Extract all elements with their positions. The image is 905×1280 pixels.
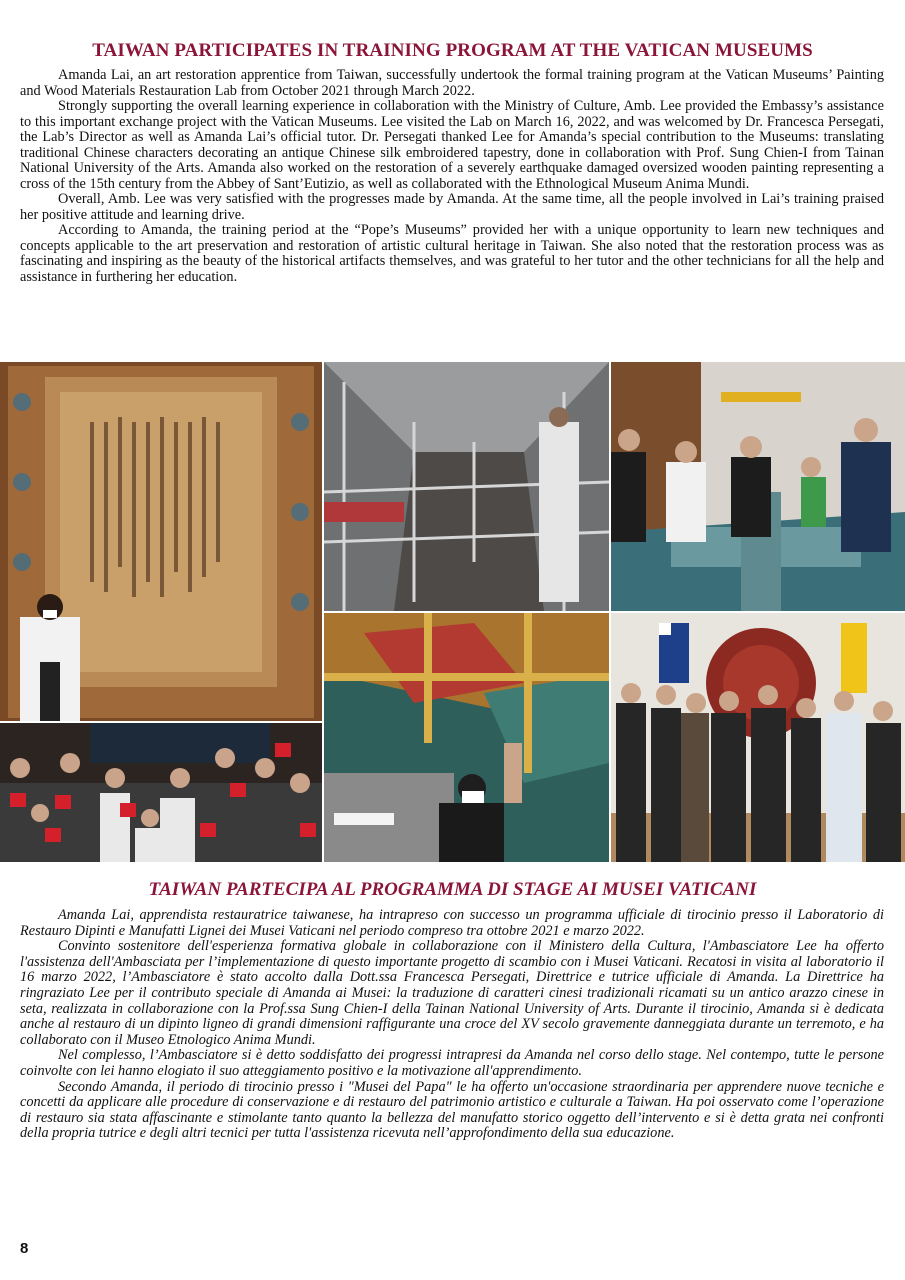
english-paragraph: According to Amanda, the training period at the “Pope’s Museums” provided her with a unique opportunity to learn new techniques and concepts applicable to the art preservation and restoration of artistic cultural heritage in Taiwan. She also noted that the restoration process was as fascinating and inspiring as the beauty of the historical artifacts themselves, and was grateful to her tutor and the other technicians for all the help and assistance in furthering her education. [20, 222, 884, 285]
photo-collage [0, 362, 905, 862]
tapestry-photo [0, 362, 322, 721]
italian-article-title: TAIWAN PARTECIPA AL PROGRAMMA DI STAGE AI MUSEI VATICANI [148, 879, 757, 900]
ceiling-fresco-photo [324, 613, 609, 862]
page-number: 8 [20, 1240, 29, 1257]
italian-paragraph: Amanda Lai, apprendista restauratrice taiwanese, ha intrapreso con successo un programma ufficiale di tirocinio presso il Laboratorio di Restauro Dipinti e Manufatti Lignei dei Musei Vaticani nel periodo compreso tra ottobre 2021 e marzo 2022. [20, 907, 884, 939]
italian-article-body [20, 908, 884, 1142]
italian-paragraph: Secondo Amanda, il periodo di tirocinio presso i "Musei del Papa" le ha offerto un'occasione straordinaria per apprendere nuove tecniche e concetti da applicare alle procedure di conservazione e di restauro del patrimonio artistico e culturale a Taiwan. Ha poi osservato come l’operazione di restauro sia stata affascinante e stimolante tanto quanto la bellezza del manufatto storico oggetto dell’intervento e si è detta grata nei confronti della propria tutrice e degli altri tecnici per tutta l'assistenza ricevuta nell’approfondimento della sua educazione. [20, 1078, 884, 1142]
english-article-body [20, 68, 884, 285]
english-paragraph: Strongly supporting the overall learning experience in collaboration with the Ministry of Culture, Amb. Lee provided the Embassy’s assistance to this important exchange project with the Vatican Museums. Lee visited the Lab on March 16, 2022, and was welcomed by Dr. Francesca Persegati, the Lab’s Director as well as Amanda Lai’s official tutor. Dr. Persegati thanked Lee for Amanda’s special contribution to the Museums: translating traditional Chinese characters decorating an antique Chinese silk embroidered tapestry, done in collaboration with Prof. Sung Chien-I from Tainan National University of the Arts. Amanda also worked on the restoration of a severely earthquake damaged oversized wooden painting representing a cross of the 15th century from the Abbey of Sant’Eutizio, as well as collaborated with the Ethnological Museum Anima Mundi. [20, 98, 884, 192]
english-article-title: TAIWAN PARTICIPATES IN TRAINING PROGRAM AT THE VATICAN MUSEUMS [92, 40, 813, 61]
english-paragraph: Overall, Amb. Lee was very satisfied with the progresses made by Amanda. At the same time, all the people involved in Lai’s training praised her positive attitude and learning drive. [20, 191, 884, 223]
english-paragraph: Amanda Lai, an art restoration apprentice from Taiwan, successfully undertook the formal training program at the Vatican Museums’ Painting and Wood Materials Restauration Lab from October 2021 through March 2022. [20, 67, 884, 99]
italian-paragraph: Nel complesso, l’Ambasciatore si è detto soddisfatto dei progressi intrapresi da Amanda nel corso dello stage. Nel contempo, tutte le persone coinvolte con lei hanno elogiato il suo atteggiamento positivo e la motivazione all'apprendimento. [20, 1047, 884, 1079]
italian-paragraph: Convinto sostenitore dell'esperienza formativa globale in collaborazione con il Ministero della Cultura, l'Ambasciatore Lee ha offerto l'assistenza dell'Ambasciata per l’implementazione di questo importante progetto di scambio con i Musei Vaticani. Recatosi in visita al laboratorio il 16 marzo 2022, l’Ambasciatore è stato accolto dalla Dott.ssa Francesca Persegati, Direttrice e tutrice ufficiale di Amanda. La Direttrice ha ringraziato Lee per il contributo speciale di Amanda ai Musei: la traduzione di caratteri cinesi tradizionali ricamati su un antico arazzo cinese in seta, realizzata in collaborazione con la Prof.ssa Sung Chien-I della Tainan National University of Arts. Durante il tirocinio, Amanda si è dedicata anche al restauro di un dipinto ligneo di grandi dimensioni raffigurante una croce del XV secolo gravemente danneggiata durante un terremoto, e ha collaborato con il Museo Etnologico Anima Mundi. [20, 938, 884, 1048]
students-calligraphy-photo [0, 723, 322, 862]
wooden-cross-photo [611, 362, 905, 611]
scaffolding-lab-photo [324, 362, 609, 611]
group-flags-photo [611, 613, 905, 862]
